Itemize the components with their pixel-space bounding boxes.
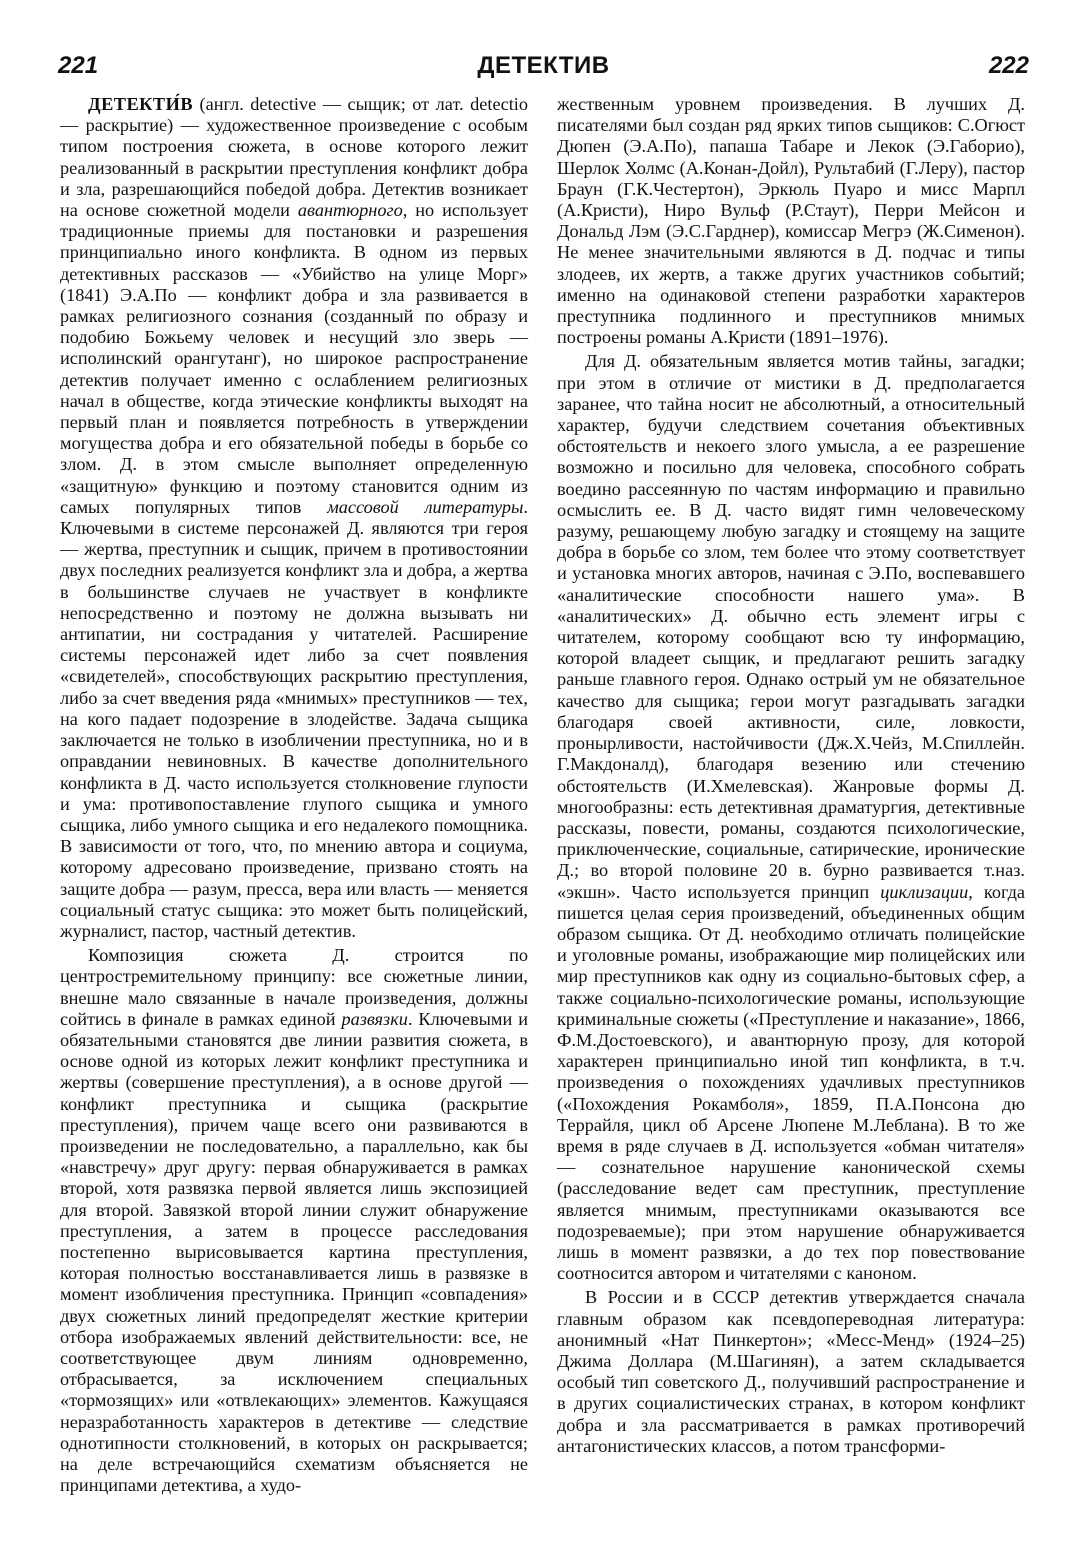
right-column bbox=[557, 94, 1025, 1457]
continued-paragraph: жественным уровнем произведения. В лучших Д. писателями был создан ряд ярких типов сыщиков: С.Огюст Дюпен (Э.А.По), папаша Табаре и Лекок (Э.Габорио), Шерлок Холмс (А.Конан-Дойл), Рультабий (Г.Леру), пастор Браун (Г.К.Честертон), Эркюль Пуаро и мисс Марпл (А.Кристи), Ниро Вульф (Р.Стаут), Перри Мейсон и Дональд Лэм (Э.С.Гарднер), комиссар Мегрэ (Ж.Сименон). Не менее значительными являются в Д. подчас и типы злодеев, их жертв, а также других участников событий; именно на одинаковой степени разработки характеров преступника подлинного и преступников мнимых построены романы А.Кристи (1891–1976). bbox=[557, 94, 1025, 348]
text-run: , но использует традиционные приемы для постановки и разрешения принципиально иного конфликта. В одном из первых детективных рассказов — «Убийство на улице Морг» (1841) Э.А.По — конфликт добра и зла развивается в рамках религиозного сознания (созданный по образу и подобию Божьему человек и несущий зло зверь — исполинский орангутанг), но широкое распространение детектив получает именно с ослаблением религиозных начал в обществе, когда этические конфликты выходят на первый план и появляется потребность в утверждении могущества добра и его обязательной победы в борьбе со злом. Д. в этом смысле выполняет определенную «защитную» функцию и поэтому становится одним из самых популярных типов bbox=[60, 200, 528, 517]
text-run: Композиция сюжета Д. строится по центростремительному принципу: все сюжетные линии, внешне мало связанные в начале произведения, должны сойтись в финале в рамках единой bbox=[60, 945, 528, 1029]
cross-reference: развязки bbox=[341, 1008, 408, 1029]
running-title: ДЕТЕКТИВ bbox=[477, 52, 610, 79]
text-run: . Ключевыми и обязательными становятся две линии развития сюжета, в основе одной из которых лежит конфликт преступника и жертвы (совершение преступления), а в основе другой — конфликт преступника и сыщика (раскрытие преступления), причем чаще всего они развиваются в произведении не последовательно, а параллельно, как бы «навстречу» друг другу: первая обнаруживается в рамках второй, хотя развязка первой является лишь экспозицией для второй. Завязкой второй линии служит обнаружение преступления, а затем в процессе расследования постепенно вырисовывается картина преступления, которая полностью восстанавливается лишь в развязке в момент изобличения преступника. Принцип «совпадения» двух сюжетных линий предопределят жесткие критерии отбора изображаемых явлений действительности: все, не соответствующее двум линиям одновременно, отбрасывается, за исключением специальных «тормозящих» или «отвлекающих» элементов. Кажущаяся неразработанность характеров в детективе — следствие однотипности столкновений, в которых он раскрывается; на деле встречающийся схематизм объясняется не принципами детектива, а худо- bbox=[60, 1008, 528, 1496]
left-page-number: 221 bbox=[58, 52, 99, 79]
entry-paragraph-3 bbox=[557, 351, 1025, 1284]
entry-paragraph-2 bbox=[60, 945, 528, 1496]
text-run: , когда пишется целая серия произведений, объединенных общим образом сыщика. От Д. необходимо отличать полицейские и уголовные романы, изображающие мир полицейских или мир преступников как одну из социально-бытовых сфер, а также социально-психологические романы, использующие криминальные сюжеты («Преступление и наказание», 1866, Ф.М.Достоевского), и авантюрную прозу, для которой характерен принципиально иной тип конфликта, в т.ч. произведения о похождениях удачливых преступников («Похождения Рокамболя», 1859, П.А.Понсона дю Террайля, цикл об Арсене Люпене М.Леблана). В то же время в ряде случаев в Д. используется «обман читателя» — сознательное нарушение канонической схемы (расследование ведет сам преступник, преступление является мнимым, преступниками оказываются все подозреваемые); при этом нарушение обнаруживается лишь в момент развязки, а до тех пор повествование соотносится автором и читателями с каноном. bbox=[557, 881, 1025, 1284]
text-run: . Ключевыми в системе персонажей Д. являются три героя — жертва, преступник и сыщик, причем в противостоянии двух последних реализуется конфликт зла и добра, а жертва в большинстве случаев не участвует в конфликте непосредственно и поэтому не должна вызывать ни антипатии, ни сострадания у читателей. Расширение системы персонажей идет либо за счет появления «свидетелей», способствующих раскрытию преступления, либо за счет введения ряда «мнимых» преступников — тех, на кого падает подозрение в злодействе. Задача сыщика заключается не только в изобличении преступника, но и в оправдании невиновных. В качестве дополнительного конфликта в Д. часто используется столкновение глупости и ума: противопоставление глупого сыщика и умного сыщика, либо умного сыщика и его недалекого помощника. В зависимости от того, что, по мнению автора и социума, которому адресовано произведение, призвано стоять на защите добра — разум, пресса, вера или власть — меняется социальный статус сыщика: это может быть полицейский, журналист, пастор, частный детектив. bbox=[60, 496, 528, 941]
left-column bbox=[60, 94, 528, 1496]
text-run: (англ. detective — сыщик; от лат. detectio — раскрытие) — художественное произведение с особым типом построения сюжета, в основе которого лежит реализованный в раскрытии преступления конфликт добра и зла, разрешающийся победой добра. Детектив возникает на основе сюжетной модели bbox=[60, 94, 528, 221]
text-run: Для Д. обязательным является мотив тайны, загадки; при этом в отличие от мистики в Д. предполагается заранее, что тайна носит не абсолютный, а относительный характер, будучи следствием сочетания объективных обстоятельств и некоего злого умысла, а ее разрешение возможно и посильно для человека, способного собрать воедино рассеянную по частям информацию и правильно осмыслить ее. В Д. часто видят гимн человеческому разуму, решающему любую загадку и стоящему на защите добра в борьбе со злом, тем более что этому соответствует и установка многих авторов, начиная с Э.По, воспевавшего «аналитические способности нашего ума». В «аналитических» Д. обычно есть элемент игры с читателем, которому сообщают всю ту информацию, которой владеет сыщик, и предлагают решить загадку раньше главного героя. Однако острый ум не обязательное качество для сыщика; герои могут разгадывать загадки благодаря своей активности, силе, ловкости, пронырливости, настойчивости (Дж.Х.Чейз, М.Спиллейн. Г.Макдоналд), благодаря везению или стечению обстоятельств (И.Хмелевская). Жанровые формы Д. многообразны: есть детективная драматургия, детективные рассказы, повести, романы, создаются психологические, приключенческие, социальные, сатирические, иронические Д.; во второй половине 20 в. бурно развивается т.наз. «экшн». Часто используется принцип bbox=[557, 351, 1025, 902]
cross-reference: авантюрного bbox=[297, 200, 403, 221]
entry-paragraph-1 bbox=[60, 94, 528, 942]
entry-paragraph-4: В России и в СССР детектив утверждается сначала главным образом как псевдопереводная литература: анонимный «Нат Пинкертон»; «Месс-Менд» (1924–25) Джима Доллара (М.Шагинян), а затем складывается особый тип советского Д., получивший распространение и в других социалистических странах, в котором конфликт добра и зла рассматривается в рамках противоречий антагонистических классов, а потом трансформи- bbox=[557, 1287, 1025, 1456]
cross-reference: массовой литературы bbox=[327, 496, 524, 517]
right-page-number: 222 bbox=[988, 52, 1029, 79]
entry-headword: ДЕТЕКТИ́В bbox=[88, 94, 194, 114]
cross-reference: циклизации bbox=[880, 881, 969, 902]
page-header bbox=[58, 52, 1029, 86]
